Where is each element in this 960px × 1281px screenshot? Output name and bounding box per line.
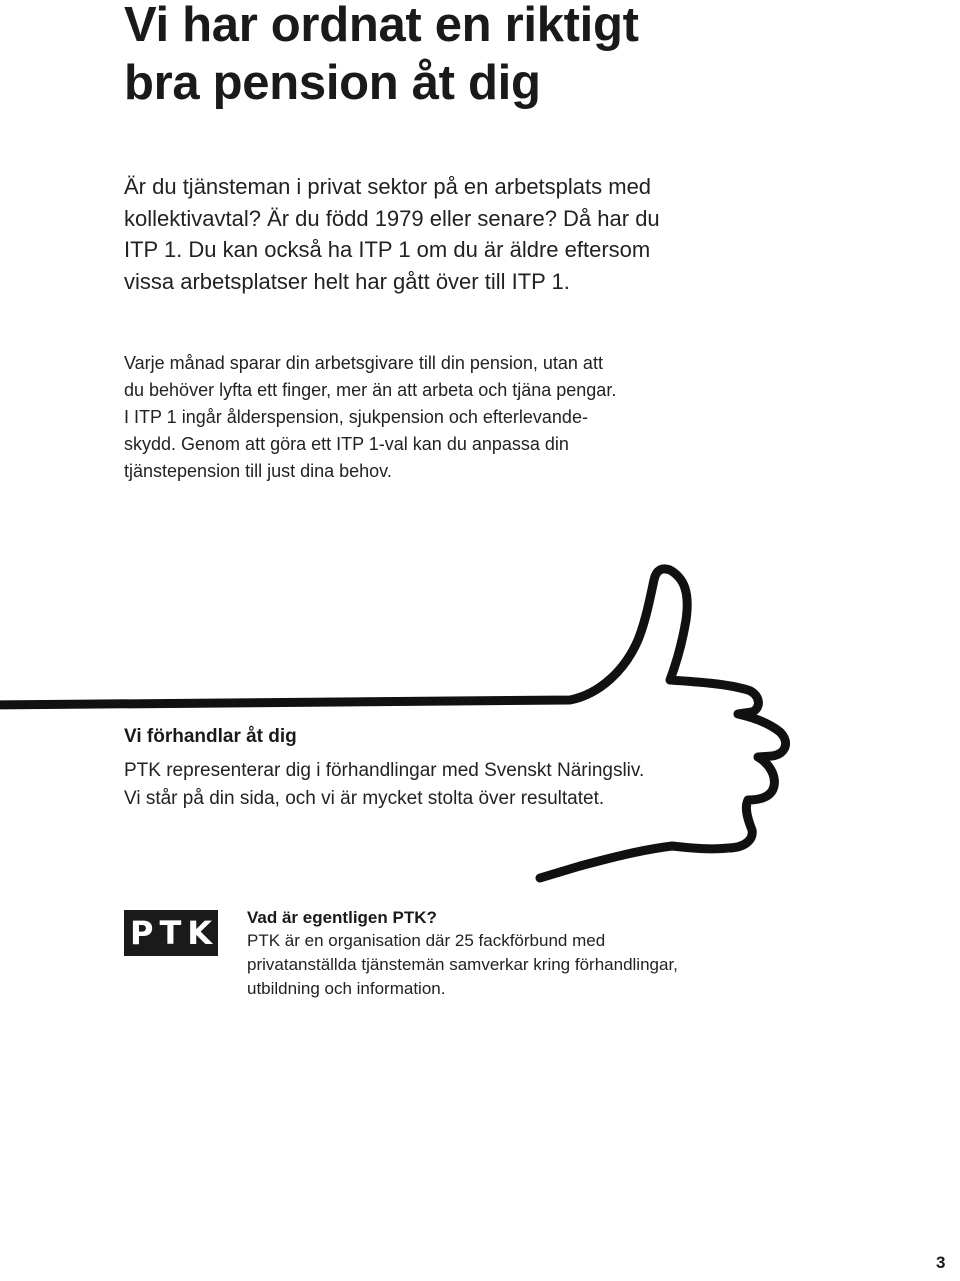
ptk-line: utbildning och information.	[247, 979, 446, 998]
body-line: tjänstepension till just dina behov.	[124, 461, 392, 481]
title-line: bra pension åt dig	[124, 56, 541, 110]
body-line: skydd. Genom att göra ett ITP 1-val kan du anpassa din	[124, 434, 569, 454]
body-line: Varje månad sparar din arbetsgivare till din pension, utan att	[124, 353, 603, 373]
thumb-outline-stroke	[0, 569, 786, 878]
intro-line: vissa arbetsplatser helt har gått över till ITP 1.	[124, 268, 570, 294]
body-line: I ITP 1 ingår ålderspension, sjukpension och efterlevande-	[124, 407, 588, 427]
intro-line: kollektivavtal? Är du född 1979 eller senare? Då har du	[124, 205, 660, 231]
ptk-paragraph	[247, 929, 807, 1001]
negotiation-line: PTK representerar dig i förhandlingar med Svenskt Näringsliv.	[124, 760, 645, 781]
ptk-logo: PTK	[124, 910, 218, 956]
ptk-line: privatanställda tjänstemän samverkar kring förhandlingar,	[247, 955, 678, 974]
intro-line: ITP 1. Du kan också ha ITP 1 om du är äldre eftersom	[124, 237, 651, 262]
page-number: 3	[936, 1253, 946, 1272]
negotiation-paragraph	[124, 757, 744, 813]
title-line: Vi har ordnat en riktigt	[124, 0, 639, 52]
negotiation-heading: Vi förhandlar åt dig	[124, 726, 297, 747]
body-paragraph	[124, 350, 724, 485]
intro-paragraph	[124, 171, 764, 297]
page-title	[124, 0, 639, 112]
ptk-line: PTK är en organisation där 25 fackförbund med	[247, 931, 606, 950]
body-line: du behöver lyfta ett finger, mer än att arbeta och tjäna pengar.	[124, 380, 617, 400]
negotiation-line: Vi står på din sida, och vi är mycket stolta över resultatet.	[124, 788, 605, 809]
ptk-heading: Vad är egentligen PTK?	[247, 908, 437, 927]
intro-line: Är du tjänsteman i privat sektor på en arbetsplats med	[124, 174, 652, 199]
